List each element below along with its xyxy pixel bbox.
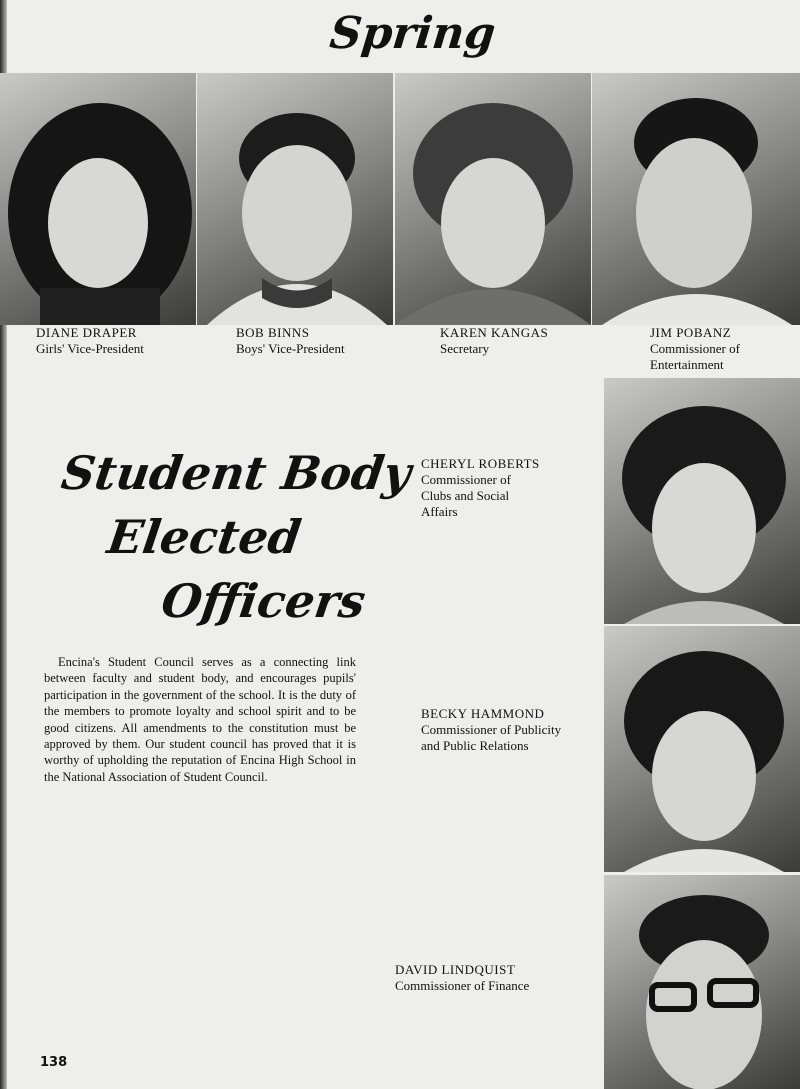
officer-name: DAVID LINDQUIST — [395, 962, 516, 977]
section-title: Spring — [327, 8, 498, 59]
caption-becky-hammond — [421, 706, 561, 754]
portrait-silhouette-icon — [197, 73, 393, 325]
portrait-photo-becky-hammond — [604, 626, 800, 872]
caption-jim-pobanz — [650, 325, 740, 373]
officer-role: Commissioner of Finance — [395, 978, 530, 993]
portrait-photo-diane-draper — [0, 73, 196, 325]
caption-diane-draper — [36, 325, 144, 357]
portrait-silhouette-icon — [395, 73, 591, 325]
officer-role: Boys' Vice-President — [236, 341, 345, 356]
caption-bob-binns — [236, 325, 345, 357]
caption-karen-kangas — [440, 325, 548, 357]
officer-name: KAREN KANGAS — [440, 325, 549, 340]
headline-line-2: Elected — [104, 510, 305, 564]
portrait-photo-karen-kangas — [395, 73, 591, 325]
officer-role: Girls' Vice-President — [36, 341, 144, 356]
officer-role: Commissioner of — [650, 341, 740, 356]
officer-name: CHERYL ROBERTS — [421, 456, 540, 471]
caption-david-lindquist — [395, 962, 529, 994]
officer-name: JIM POBANZ — [650, 325, 732, 340]
headline-line-3: Officers — [158, 574, 369, 628]
officer-name: DIANE DRAPER — [36, 325, 137, 340]
portrait-photo-david-lindquist — [604, 875, 800, 1089]
officer-name: BECKY HAMMOND — [421, 706, 545, 721]
officer-role: Clubs and Social — [421, 488, 510, 503]
body-paragraph: Encina's Student Council serves as a connecting link between faculty and student body, and encourages pupils' participation in the government of the school. It is the duty of the members to promote loyalty and school spirit and to be good citizens. All amendments to the constitution must be approved by them. Our student council has proved that it is worthy of upholding the reputation of Encina High School in the National Association of Student Council. — [44, 655, 356, 784]
portrait-silhouette-icon — [604, 626, 800, 872]
officer-role: and Public Relations — [421, 738, 529, 753]
headline-line-1: Student Body — [58, 446, 415, 500]
officer-role: Commissioner of — [421, 472, 511, 487]
officer-role: Affairs — [421, 504, 458, 519]
page-number: 138 — [40, 1055, 68, 1070]
officer-name: BOB BINNS — [236, 325, 310, 340]
portrait-silhouette-icon — [592, 73, 800, 325]
officer-role: Entertainment — [650, 357, 724, 372]
portrait-photo-bob-binns — [197, 73, 393, 325]
officer-role: Secretary — [440, 341, 490, 356]
portrait-photo-cheryl-roberts — [604, 378, 800, 624]
portrait-photo-jim-pobanz — [592, 73, 800, 325]
portrait-silhouette-icon — [0, 73, 196, 325]
caption-cheryl-roberts — [421, 456, 540, 520]
portrait-silhouette-icon — [604, 378, 800, 624]
portrait-silhouette-icon — [604, 875, 800, 1089]
officer-role: Commissioner of Publicity — [421, 722, 562, 737]
